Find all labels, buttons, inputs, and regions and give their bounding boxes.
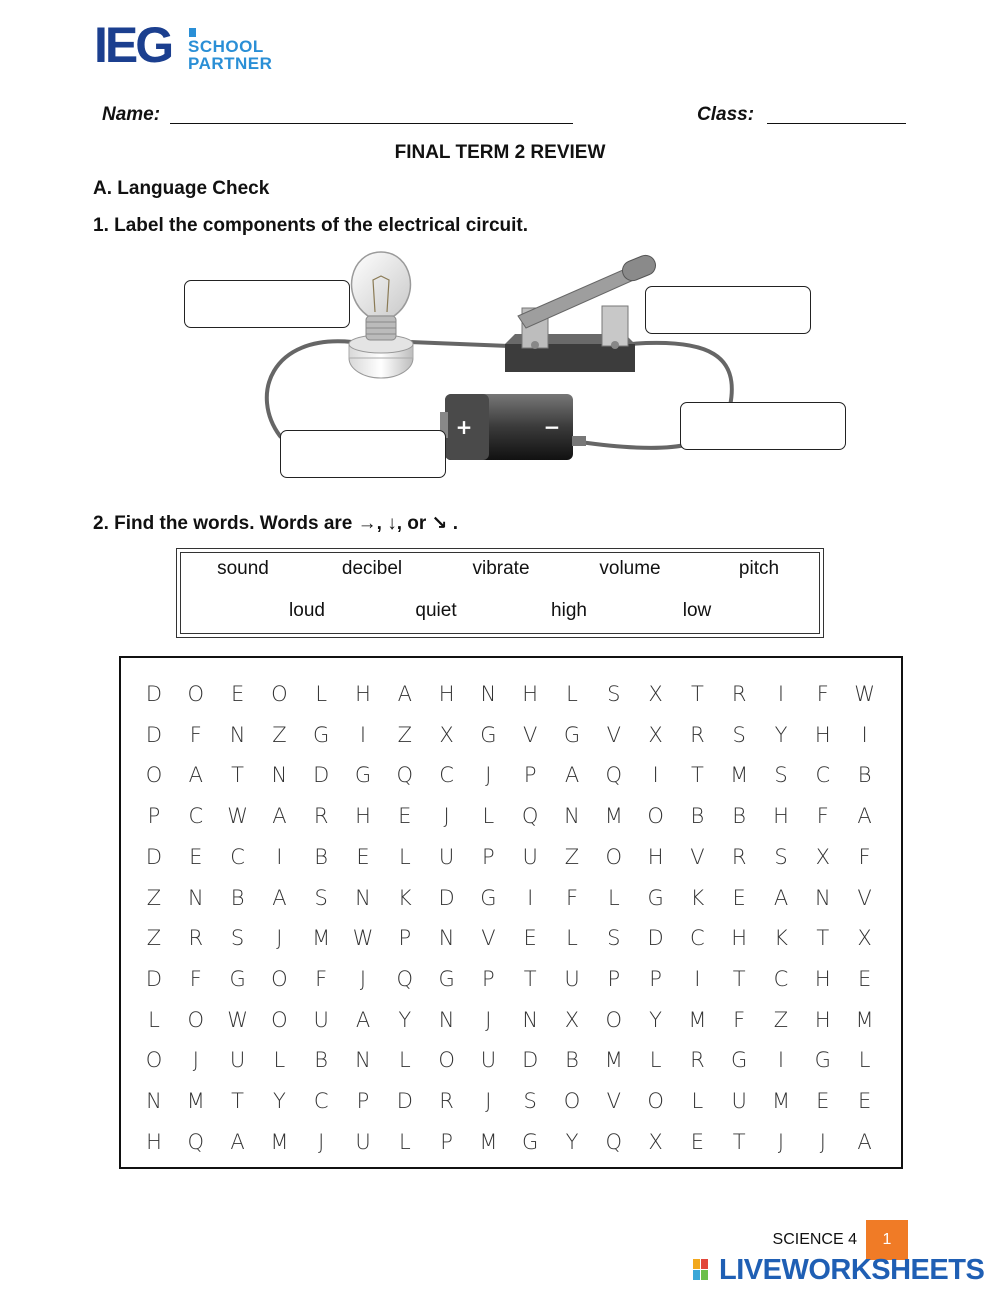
grid-letter[interactable]: E [356,844,370,869]
grid-letter[interactable]: W [227,1007,248,1032]
grid-letter[interactable]: S [230,926,245,951]
grid-letter[interactable]: H [814,966,831,991]
grid-letter[interactable]: O [271,682,288,706]
grid-letter[interactable]: L [315,682,328,706]
grid-letter[interactable]: N [146,1089,162,1113]
grid-letter[interactable]: G [354,763,372,788]
grid-letter[interactable]: D [396,1089,413,1113]
grid-letter[interactable]: I [777,682,785,706]
word-bank-word: volume [599,558,661,579]
grid-letter[interactable]: D [313,763,330,788]
grid-letter[interactable]: L [649,1048,662,1073]
grid-letter[interactable]: N [814,885,831,910]
grid-letter[interactable]: O [271,966,288,991]
grid-letter[interactable]: E [690,1129,705,1154]
grid-letter[interactable]: X [648,682,663,706]
grid-letter[interactable]: J [485,1089,492,1113]
grid-letter[interactable]: I [652,763,659,788]
grid-letter[interactable]: E [857,1089,872,1113]
grid-letter[interactable]: M [688,1007,707,1032]
grid-letter[interactable]: N [438,926,455,951]
grid-letter[interactable]: Y [398,1007,412,1032]
grid-letter[interactable]: Y [649,1007,662,1032]
label-box-wire[interactable] [680,402,846,450]
grid-letter[interactable]: B [857,763,872,788]
grid-letter[interactable]: L [566,926,578,951]
grid-letter[interactable]: E [398,804,412,829]
grid-letter[interactable]: L [398,1129,411,1154]
grid-letter[interactable]: M [604,804,623,829]
grid-letter[interactable]: P [523,763,537,788]
grid-letter[interactable]: Y [774,722,788,747]
grid-letter[interactable]: U [480,1048,497,1073]
grid-letter[interactable]: D [145,966,163,991]
grid-letter[interactable]: H [731,926,748,951]
grid-letter[interactable]: N [229,722,246,747]
section-a-heading: A. Language Check [93,178,270,199]
grid-letter[interactable]: O [145,1048,163,1073]
word-bank-word: high [551,600,587,621]
grid-letter[interactable]: P [398,926,412,951]
grid-letter[interactable]: B [732,804,747,829]
grid-letter[interactable]: B [230,885,245,910]
grid-letter[interactable]: J [276,926,283,951]
logo-line-1: SCHOOL [188,37,264,56]
grid-letter[interactable]: J [359,966,367,991]
grid-letter[interactable]: S [732,722,746,747]
grid-letter[interactable]: L [858,1048,871,1073]
grid-letter[interactable]: B [690,804,705,829]
grid-letter[interactable]: R [690,1048,705,1073]
grid-letter[interactable]: L [482,804,495,829]
grid-letter[interactable]: G [731,1048,748,1073]
grid-letter[interactable]: F [315,966,328,991]
grid-letter[interactable]: O [647,804,664,829]
grid-letter[interactable]: C [690,926,705,951]
switch-icon [505,252,659,372]
grid-letter[interactable]: P [440,1129,453,1154]
grid-letter[interactable]: R [731,682,747,706]
word-bank [176,548,824,638]
grid-letter[interactable]: B [565,1048,579,1073]
grid-letter[interactable]: V [857,885,872,910]
grid-letter[interactable]: L [398,844,411,869]
grid-letter[interactable]: Q [187,1129,205,1154]
grid-letter[interactable]: U [355,1129,371,1154]
grid-letter[interactable]: K [774,926,788,951]
grid-letter[interactable]: I [694,966,701,991]
grid-letter[interactable]: M [771,1089,791,1113]
grid-letter[interactable]: M [730,763,749,788]
grid-letter[interactable]: C [313,1089,329,1113]
grid-letter[interactable]: J [485,1007,492,1032]
grid-letter[interactable]: F [858,844,871,869]
grid-letter[interactable]: M [312,926,331,951]
grid-letter[interactable]: N [187,885,204,910]
grid-letter[interactable]: J [443,804,450,829]
grid-letter[interactable]: S [774,844,788,869]
grid-letter[interactable]: C [188,804,204,829]
grid-letter[interactable]: F [189,966,202,991]
grid-letter[interactable]: R [690,722,705,747]
grid-letter[interactable]: F [816,682,829,706]
word-bank-word: vibrate [472,558,530,579]
question-2: 2. Find the words. Words are →, ↓, or ↘ . [93,513,459,534]
grid-letter[interactable]: D [145,722,163,747]
svg-text:+: + [455,415,473,439]
grid-letter[interactable]: E [732,885,746,910]
grid-letter[interactable]: L [607,885,620,910]
grid-letter[interactable]: F [189,722,202,747]
grid-letter[interactable]: S [523,1089,537,1113]
grid-letter[interactable]: K [397,885,412,910]
word-bank-word: decibel [341,558,403,579]
grid-letter[interactable]: B [314,1048,329,1073]
grid-letter[interactable]: Z [272,722,287,747]
name-field[interactable] [170,122,573,124]
class-label: Class: [697,104,755,125]
grid-letter[interactable]: N [480,682,497,706]
grid-letter[interactable]: Y [565,1129,579,1154]
grid-letter[interactable]: E [816,1089,830,1113]
word-bank-word: low [682,600,712,621]
grid-letter[interactable]: H [814,722,831,747]
question-1: 1. Label the components of the electrical circuit. [93,215,528,236]
grid-letter[interactable]: Y [272,1089,286,1113]
grid-letter[interactable]: S [607,926,621,951]
grid-letter[interactable]: H [814,1007,831,1032]
grid-letter[interactable]: X [439,722,454,747]
word-bank-word: sound [217,558,269,579]
grid-letter[interactable]: L [691,1089,704,1113]
grid-letter[interactable]: B [314,844,329,869]
label-box-switch[interactable] [645,286,811,334]
grid-letter[interactable]: A [355,1007,371,1032]
grid-letter[interactable]: F [565,885,579,910]
grid-letter[interactable]: W [227,804,248,829]
grid-letter[interactable]: O [187,1007,205,1032]
word-search-grid [119,656,903,1169]
ieg-logo [94,17,274,74]
grid-letter[interactable]: T [732,1129,746,1154]
grid-letter[interactable]: P [356,1089,370,1113]
grid-letter[interactable]: C [815,763,831,788]
grid-letter[interactable]: S [607,682,621,706]
grid-letter[interactable]: R [439,1089,454,1113]
grid-letter[interactable]: U [522,844,538,869]
page-number: 1 [866,1220,908,1260]
grid-letter[interactable]: L [566,682,578,706]
grid-letter[interactable]: K [690,885,705,910]
grid-letter[interactable]: L [273,1048,286,1073]
grid-letter[interactable]: G [480,885,497,910]
grid-letter[interactable]: O [647,1089,664,1113]
grid-letter[interactable]: N [522,1007,539,1032]
grid-letter[interactable]: A [857,1129,872,1154]
grid-letter[interactable]: H [522,682,539,706]
grid-letter[interactable]: P [649,966,662,991]
grid-letter[interactable]: O [145,763,163,788]
grid-letter[interactable]: A [272,804,287,829]
grid-letter[interactable]: T [231,1089,244,1113]
grid-letter[interactable]: N [271,763,288,788]
circuit-diagram [170,246,860,490]
grid-letter[interactable]: D [145,844,163,869]
grid-letter[interactable]: S [314,885,328,910]
grid-letter[interactable]: O [187,682,205,706]
grid-letter[interactable]: J [777,1129,785,1154]
grid-letter[interactable]: P [482,844,495,869]
logo-tagline [188,38,272,72]
grid-letter[interactable]: O [605,1007,623,1032]
grid-letter[interactable]: Z [773,1007,789,1032]
grid-letter[interactable]: A [857,804,872,829]
page-title: FINAL TERM 2 REVIEW [394,142,606,163]
grid-letter[interactable]: U [229,1048,246,1073]
grid-letter[interactable]: O [563,1089,581,1113]
grid-letter[interactable]: A [397,682,412,706]
grid-letter[interactable]: C [439,763,454,788]
grid-letter[interactable]: N [355,885,371,910]
grid-letter[interactable]: X [564,1007,580,1032]
grid-letter[interactable]: N [564,804,580,829]
grid-letter[interactable]: H [647,844,664,869]
grid-letter[interactable]: T [523,966,537,991]
grid-letter[interactable]: S [774,763,788,788]
grid-letter[interactable]: Z [397,722,412,747]
grid-letter[interactable]: A [272,885,287,910]
grid-letter[interactable]: P [607,966,621,991]
grid-letter[interactable]: P [147,804,161,829]
grid-letter[interactable]: J [318,1129,325,1154]
grid-letter[interactable]: T [690,763,704,788]
grid-letter[interactable]: T [231,763,244,788]
liveworksheets-logo-icon [693,1259,717,1281]
logo-line-2: PARTNER [188,54,273,73]
grid-letter[interactable]: R [731,844,747,869]
grid-letter[interactable]: H [355,804,371,829]
grid-letter[interactable]: A [564,763,580,788]
liveworksheets-brand: LIVEWORKSHEETS [719,1254,985,1286]
grid-letter[interactable]: Q [396,763,414,788]
grid-letter[interactable]: U [313,1007,329,1032]
grid-letter[interactable]: J [192,1048,199,1073]
grid-letter[interactable]: A [773,885,789,910]
class-field[interactable] [767,122,906,124]
grid-letter[interactable]: H [438,682,455,706]
grid-letter[interactable]: G [563,722,581,747]
grid-letter[interactable]: W [352,926,374,951]
grid-letter[interactable]: V [523,722,538,747]
grid-letter[interactable]: L [398,1048,411,1073]
grid-letter[interactable]: E [230,682,245,706]
grid-letter[interactable]: X [815,844,830,869]
grid-letter[interactable]: D [145,682,163,706]
grid-letter[interactable]: U [438,844,455,869]
grid-letter[interactable]: R [188,926,204,951]
label-box-bulb[interactable] [184,280,350,328]
grid-letter[interactable]: O [605,844,623,869]
grid-letter[interactable]: F [733,1007,746,1032]
grid-letter[interactable]: V [606,1089,621,1113]
name-label: Name: [102,104,161,125]
grid-letter[interactable]: T [816,926,830,951]
grid-letter[interactable]: G [522,1129,539,1154]
grid-letter[interactable]: Q [521,804,539,829]
grid-letter[interactable]: Z [146,885,162,910]
grid-letter[interactable]: X [857,926,872,951]
grid-letter[interactable]: N [355,1048,371,1073]
grid-letter[interactable]: T [732,966,746,991]
grid-letter[interactable]: X [648,722,663,747]
grid-letter[interactable]: M [855,1007,874,1032]
light-bulb-icon [349,252,413,378]
grid-letter[interactable]: G [814,1048,831,1073]
grid-letter[interactable]: N [438,1007,455,1032]
grid-letter[interactable]: W [854,682,875,706]
grid-letter[interactable]: P [482,966,495,991]
grid-letter[interactable]: I [276,844,283,869]
grid-letter[interactable]: I [527,885,534,910]
grid-letter[interactable]: Q [396,966,414,991]
grid-letter[interactable]: H [773,804,789,829]
grid-letter[interactable]: U [564,966,580,991]
grid-letter[interactable]: R [313,804,329,829]
grid-letter[interactable]: J [485,763,492,788]
word-bank-word: pitch [738,558,780,579]
word-bank-word: quiet [415,600,457,621]
grid-letter[interactable]: L [148,1007,160,1032]
grid-letter[interactable]: E [189,844,203,869]
grid-letter[interactable]: O [271,1007,288,1032]
grid-letter[interactable]: G [438,966,455,991]
grid-letter[interactable]: H [146,1129,162,1154]
word-bank-word: loud [289,600,325,621]
grid-letter[interactable]: M [186,1089,205,1113]
grid-letter[interactable]: T [690,682,704,706]
grid-letter[interactable]: E [857,966,872,991]
grid-letter[interactable]: O [438,1048,455,1073]
label-box-battery[interactable] [280,430,446,478]
grid-letter[interactable]: F [816,804,829,829]
logo-brand: IEG [94,17,172,73]
grid-letter[interactable]: D [438,885,455,910]
grid-letter[interactable]: V [606,722,621,747]
grid-letter[interactable]: V [481,926,496,951]
logo-flag-icon [189,28,196,37]
subject-label: SCIENCE 4 [772,1231,857,1248]
grid-letter[interactable]: X [648,1129,663,1154]
grid-letter[interactable]: A [188,763,203,788]
grid-letter[interactable]: Z [146,926,162,951]
grid-letter[interactable]: G [647,885,664,910]
grid-letter[interactable]: Q [605,1129,623,1154]
grid-letter[interactable]: D [522,1048,539,1073]
grid-letter[interactable]: A [230,1129,245,1154]
grid-letter[interactable]: U [731,1089,747,1113]
grid-letter[interactable]: D [647,926,664,951]
grid-letter[interactable]: H [355,682,371,706]
grid-letter[interactable]: G [480,722,497,747]
grid-letter[interactable]: V [690,844,705,869]
battery-icon [440,394,586,460]
svg-text:−: − [543,415,561,439]
grid-letter[interactable]: I [861,722,868,747]
grid-letter[interactable]: J [819,1129,826,1154]
grid-letter[interactable]: Z [564,844,580,869]
grid-letter[interactable]: M [479,1129,498,1154]
grid-letter[interactable]: Q [605,763,623,788]
grid-letter[interactable]: I [777,1048,785,1073]
grid-letter[interactable]: C [773,966,789,991]
grid-letter[interactable]: E [523,926,537,951]
grid-letter[interactable]: G [229,966,246,991]
grid-letter[interactable]: M [270,1129,289,1154]
grid-letter[interactable]: I [359,722,367,747]
grid-letter[interactable]: C [230,844,245,869]
grid-letter[interactable]: G [313,722,330,747]
grid-letter[interactable]: M [604,1048,623,1073]
